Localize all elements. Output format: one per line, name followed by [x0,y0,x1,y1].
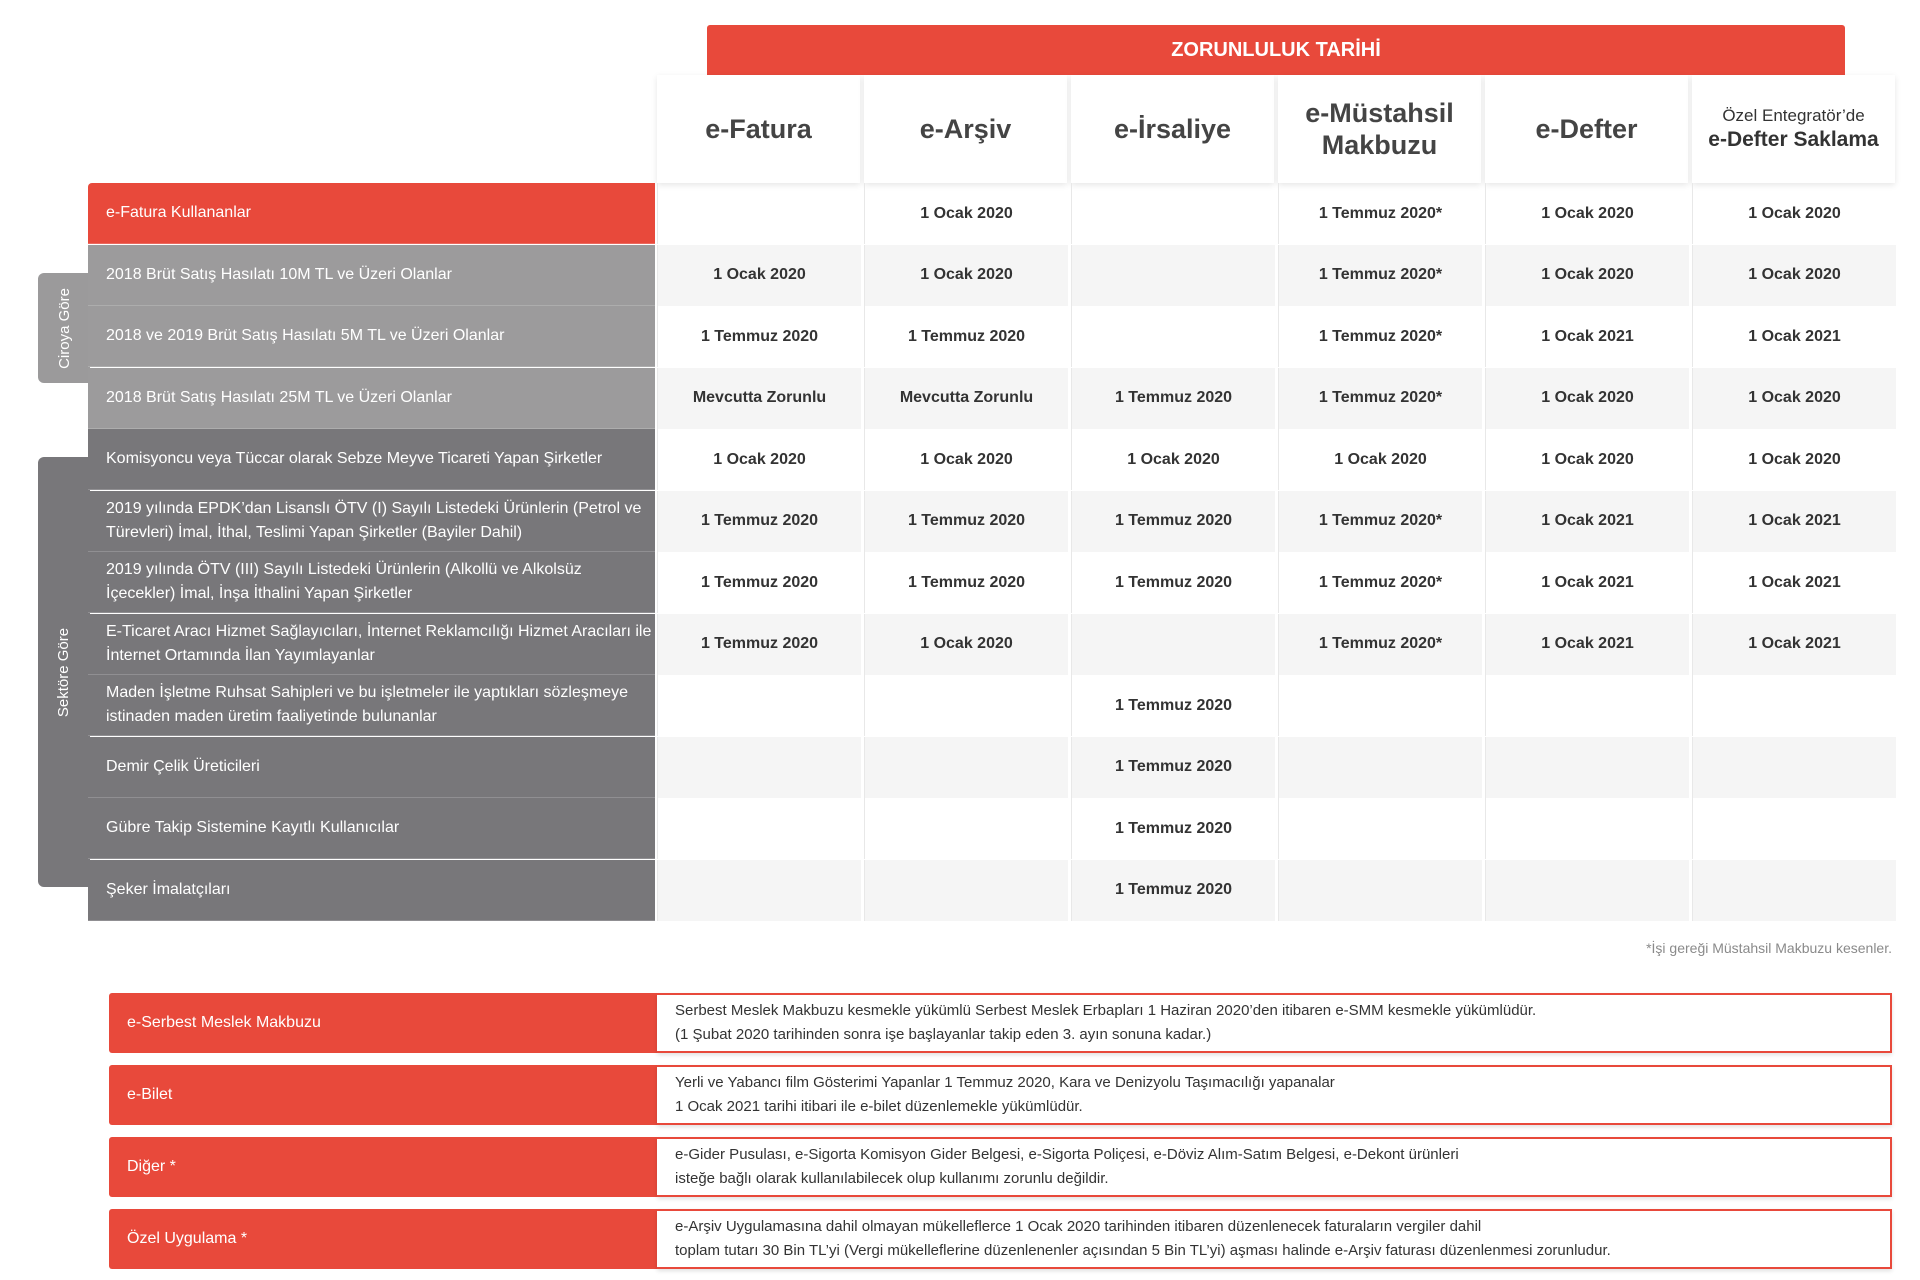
table-cell: 1 Temmuz 2020 [657,614,861,675]
table-cell: 1 Ocak 2020 [657,429,861,490]
table-cell: 1 Temmuz 2020 [1071,675,1275,736]
table-cell: 1 Ocak 2020 [864,614,1068,675]
obligation-date-banner: ZORUNLULUK TARİHİ [707,25,1845,75]
table-cell: 1 Ocak 2020 [1071,429,1275,490]
col-header-e-irsaliye [1071,75,1274,183]
table-cell: 1 Temmuz 2020 [1071,737,1275,798]
table-cell: 1 Ocak 2021 [1485,552,1689,613]
row-label: 2019 yılında ÖTV (III) Sayılı Listedeki Ürünlerin (Alkollü ve Alkolsüz İçecekler) İmal, İnşa İthalini Yapan Şirketler [88,552,655,613]
table-cell [1071,306,1275,367]
col-header-line1: e-Defter [1535,114,1638,144]
col-header-line1: Özel Entegratör’de [1722,106,1865,125]
info-box [109,1137,1892,1197]
table-row [88,245,1894,306]
col-header-line2: e-Defter Saklama [1708,128,1879,151]
footnote: *İşi gereği Müstahsil Makbuzu kesenler. [1646,940,1892,956]
table-cell: 1 Temmuz 2020* [1278,491,1482,552]
row-label: Gübre Takip Sistemine Kayıtlı Kullanıcılar [88,798,655,859]
table-cell [1485,737,1689,798]
col-header-line1: e-Arşiv [919,114,1012,144]
col-header-line2: Makbuzu [1321,130,1438,160]
table-cell: 1 Ocak 2020 [1692,183,1896,244]
group-ciroya-gore [38,273,90,383]
info-text [657,1065,1892,1125]
table-cell [1071,245,1275,306]
table-cell [1278,798,1482,859]
table-row [88,675,1894,736]
table-cell [864,675,1068,736]
table-cell: 1 Temmuz 2020* [1278,183,1482,244]
table-cell: 1 Ocak 2021 [1692,552,1896,613]
table-cell: 1 Ocak 2020 [1485,429,1689,490]
col-header-e-mustahsil [1278,75,1481,183]
table-cell: Mevcutta Zorunlu [864,368,1068,429]
table-row [88,614,1894,675]
row-label: 2019 yılında EPDK’dan Lisanslı ÖTV (I) Sayılı Listedeki Ürünlerin (Petrol ve Türevleri) İmal, İthal, Teslimi Yapan Şirketler (Bayiler Dahil) [88,491,655,552]
table-cell: 1 Temmuz 2020 [864,306,1068,367]
row-label: e-Fatura Kullananlar [88,183,655,244]
table-cell [1692,798,1896,859]
table-cell: 1 Temmuz 2020 [1071,860,1275,921]
table-cell [864,798,1068,859]
info-label: Diğer * [109,1137,657,1197]
table-cell: 1 Temmuz 2020 [657,306,861,367]
col-header-line1: e-Fatura [705,114,812,144]
table-cell: 1 Ocak 2020 [1278,429,1482,490]
info-box [109,993,1892,1053]
table-row [88,737,1894,798]
table-cell: 1 Ocak 2021 [1692,306,1896,367]
info-text [657,1209,1892,1269]
table-cell: 1 Temmuz 2020 [657,491,861,552]
info-text-body [675,1071,1335,1119]
table-row [88,860,1894,921]
table-cell [657,737,861,798]
column-headers [657,75,1894,183]
table-cell: 1 Temmuz 2020* [1278,368,1482,429]
table-row [88,491,1894,552]
col-header-line1: e-İrsaliye [1113,114,1232,144]
info-line: 1 Ocak 2021 tarihi itibari ile e-bilet düzenlemekle yükümlüdür. [675,1098,1083,1115]
info-line: (1 Şubat 2020 tarihinden sonra işe başlayanlar takip eden 3. ayın sonuna kadar.) [675,1026,1212,1043]
table-row [88,368,1894,429]
table-cell: 1 Ocak 2020 [864,183,1068,244]
col-header-e-arsiv [864,75,1067,183]
table-cell [1485,675,1689,736]
info-label: Özel Uygulama * [109,1209,657,1269]
row-label: E-Ticaret Aracı Hizmet Sağlayıcıları, İnternet Reklamcılığı Hizmet Aracıları ile İnternet Ortamında İlan Yayımlayanlar [88,614,655,675]
table-cell: 1 Ocak 2020 [864,245,1068,306]
table-cell: 1 Temmuz 2020 [1071,368,1275,429]
info-label: e-Serbest Meslek Makbuzu [109,993,657,1053]
info-text-body [675,1143,1459,1191]
info-line: isteğe bağlı olarak kullanılabilecek olup kullanımı zorunlu değildir. [675,1170,1109,1187]
info-box [109,1065,1892,1125]
table-cell: 1 Ocak 2020 [1692,429,1896,490]
table-cell [1692,675,1896,736]
info-text [657,993,1892,1053]
row-label: 2018 Brüt Satış Hasılatı 25M TL ve Üzeri Olanlar [88,368,655,429]
table-cell: Mevcutta Zorunlu [657,368,861,429]
table-cell: 1 Temmuz 2020* [1278,245,1482,306]
table-cell: 1 Temmuz 2020 [657,552,861,613]
table-cell [1278,675,1482,736]
col-header-ozel-entegrator [1692,75,1895,183]
row-label: Komisyoncu veya Tüccar olarak Sebze Meyve Ticareti Yapan Şirketler [88,429,655,490]
table-row [88,306,1894,367]
table-cell [1278,737,1482,798]
table-cell: 1 Temmuz 2020 [864,491,1068,552]
table-row [88,183,1894,244]
table-cell: 1 Temmuz 2020 [1071,552,1275,613]
info-text [657,1137,1892,1197]
table-cell [1071,614,1275,675]
table-cell: 1 Temmuz 2020 [864,552,1068,613]
group-sektore-gore [38,457,90,887]
info-text-body [675,999,1536,1047]
col-header-e-fatura [657,75,860,183]
table-cell: 1 Temmuz 2020* [1278,306,1482,367]
table-cell: 1 Temmuz 2020* [1278,614,1482,675]
table-cell: 1 Ocak 2020 [1692,245,1896,306]
table-cell [1692,860,1896,921]
table-cell [657,798,861,859]
info-label: e-Bilet [109,1065,657,1125]
table-cell [657,183,861,244]
table-cell [864,737,1068,798]
table-cell: 1 Ocak 2021 [1692,614,1896,675]
info-line: Serbest Meslek Makbuzu kesmekle yükümlü Serbest Meslek Erbapları 1 Haziran 2020’den itibaren e-SMM kesmekle yükümlüdür. [675,1002,1537,1019]
info-line: Yerli ve Yabancı film Gösterimi Yapanlar 1 Temmuz 2020, Kara ve Denizyolu Taşımacılığı yapanalar [675,1074,1335,1091]
table-cell: 1 Temmuz 2020 [1071,798,1275,859]
table-cell: 1 Ocak 2020 [1692,368,1896,429]
table-cell: 1 Ocak 2020 [657,245,861,306]
row-label: 2018 ve 2019 Brüt Satış Hasılatı 5M TL ve Üzeri Olanlar [88,306,655,367]
table-cell: 1 Ocak 2020 [1485,245,1689,306]
table-cell [1485,860,1689,921]
info-line: toplam tutarı 30 Bin TL’yi (Vergi mükelleflerine düzenlenenler açısından 5 Bin TL’yi) aşması halinde e-Arşiv faturası düzenlenmesi zorunludur. [675,1242,1611,1259]
row-label: Maden İşletme Ruhsat Sahipleri ve bu işletmeler ile yaptıkları sözleşmeye istinaden maden üretim faaliyetinde bulunanlar [88,675,655,736]
table-cell: 1 Ocak 2020 [864,429,1068,490]
table-cell [657,675,861,736]
table-cell: 1 Ocak 2021 [1485,614,1689,675]
group-label: Ciroya Göre [55,287,73,369]
table-cell: 1 Temmuz 2020 [1071,491,1275,552]
info-line: e-Gider Pusulası, e-Sigorta Komisyon Gider Belgesi, e-Sigorta Poliçesi, e-Döviz Alım-Satım Belgesi, e-Dekont ürünleri [675,1146,1459,1163]
table-cell: 1 Temmuz 2020* [1278,552,1482,613]
info-line: e-Arşiv Uygulamasına dahil olmayan mükelleflerce 1 Ocak 2020 tarihinden itibaren düzenlenecek faturaların vergiler dahil [675,1218,1482,1235]
table-cell [1485,798,1689,859]
table-cell [657,860,861,921]
row-label: Demir Çelik Üreticileri [88,737,655,798]
col-header-line1: e-Müstahsil [1305,98,1454,128]
group-label: Sektöre Göre [55,627,73,717]
table-cell: 1 Ocak 2020 [1485,183,1689,244]
table-cell [864,860,1068,921]
row-label: 2018 Brüt Satış Hasılatı 10M TL ve Üzeri Olanlar [88,245,655,306]
table-cell [1278,860,1482,921]
table-cell: 1 Ocak 2021 [1485,491,1689,552]
table-row [88,798,1894,859]
row-label: Şeker İmalatçıları [88,860,655,921]
table-cell [1071,183,1275,244]
table-cell: 1 Ocak 2021 [1485,306,1689,367]
table-row [88,429,1894,490]
info-text-body [675,1215,1611,1263]
col-header-e-defter [1485,75,1688,183]
table-row [88,552,1894,613]
table-cell: 1 Ocak 2020 [1485,368,1689,429]
table-cell [1692,737,1896,798]
info-box [109,1209,1892,1269]
table-cell: 1 Ocak 2021 [1692,491,1896,552]
